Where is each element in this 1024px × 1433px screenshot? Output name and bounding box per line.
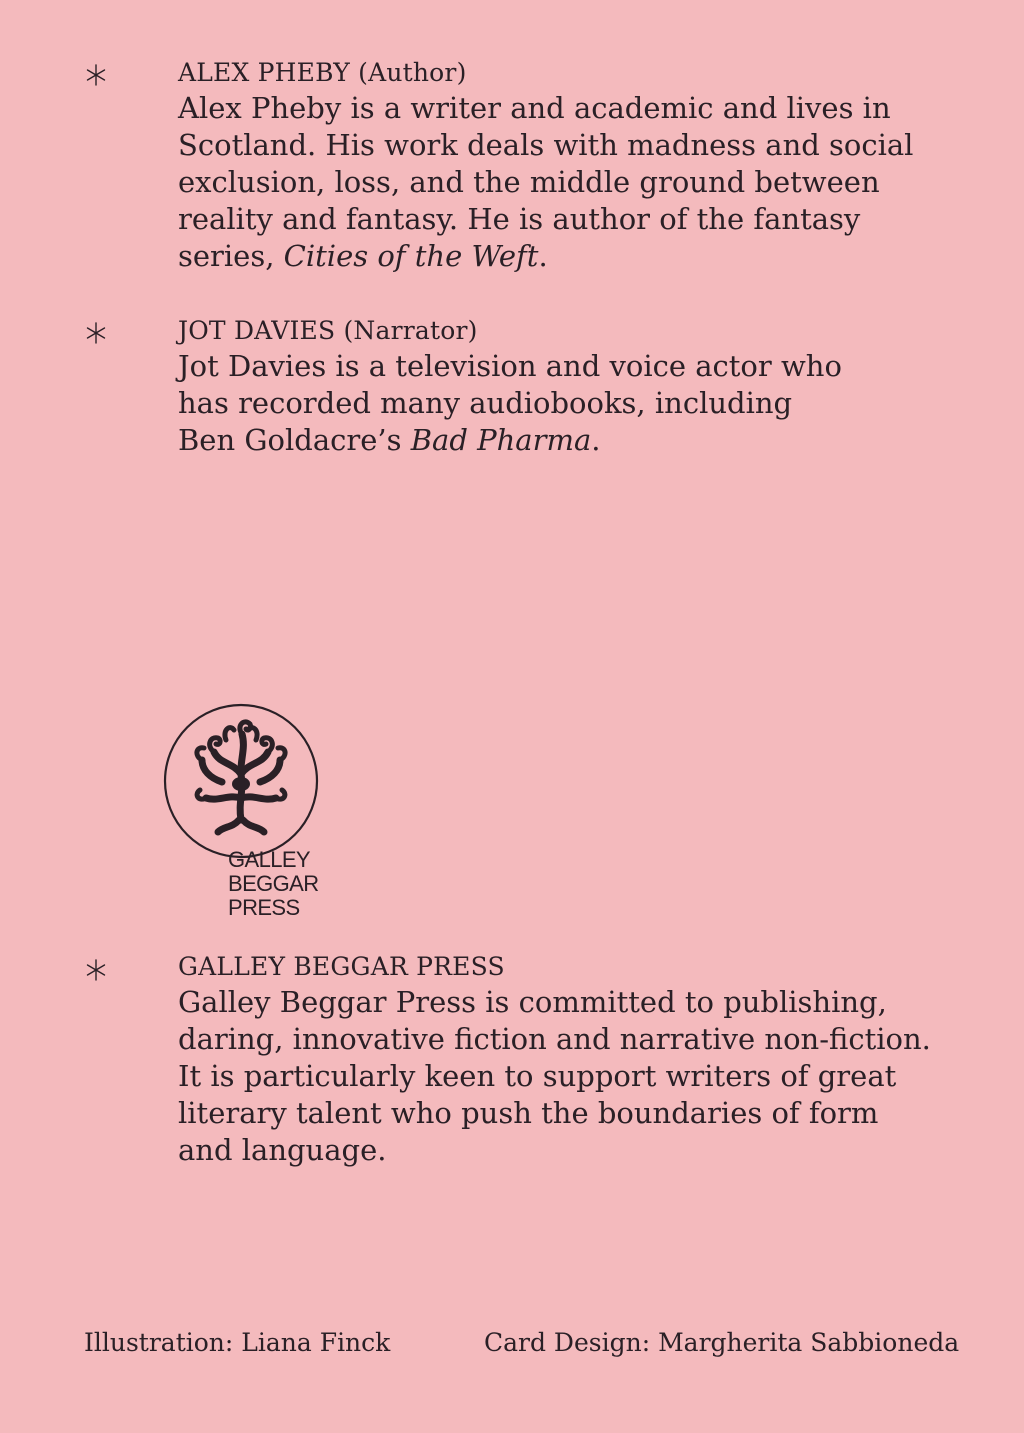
author-entry-text [178, 56, 914, 275]
card-design-credit: Card Design: Margherita Sabbioneda [484, 1328, 960, 1357]
asterisk-icon [84, 958, 108, 982]
author-role: (Author) [358, 58, 467, 87]
author-bio-line: exclusion, loss, and the middle ground between [178, 165, 880, 199]
author-bio-line: reality and fantasy. He is author of the fantasy [178, 202, 861, 236]
narrator-bio [178, 348, 898, 459]
publisher-description-line: literary talent who push the boundaries of form [178, 1096, 879, 1130]
author-bio-line: Alex Pheby is a writer and academic and lives in [178, 91, 891, 125]
author-series-title: Cities of the Weft [283, 239, 539, 273]
narrator-bio-line: Jot Davies is a television and voice actor who [178, 349, 842, 383]
illustration-credit: Illustration: Liana Finck [84, 1328, 391, 1357]
narrator-bio-line: has recorded many audiobooks, including [178, 386, 793, 420]
logo-wordmark [228, 848, 319, 920]
author-name: ALEX PHEBY [178, 58, 350, 87]
narrator-role: (Narrator) [343, 316, 478, 345]
publisher-heading [178, 950, 898, 984]
publisher-name: GALLEY BEGGAR PRESS [178, 952, 505, 981]
logo-wordmark-line: GALLEY [228, 847, 311, 872]
author-heading [178, 56, 898, 90]
logo-wordmark-line: BEGGAR [228, 871, 319, 896]
narrator-name: JOT DAVIES [178, 316, 336, 345]
logo-wordmark-line: PRESS [228, 895, 300, 920]
credits-footer [0, 1326, 1024, 1366]
narrator-entry-text [178, 314, 898, 459]
publisher-description-line: Galley Beggar Press is committed to publishing, [178, 985, 887, 1019]
narrator-bio-prefix: Ben Goldacre’s [178, 423, 411, 457]
publisher-entry-text [178, 950, 931, 1169]
publisher-description-line: daring, innovative fiction and narrative non-fiction. [178, 1022, 931, 1056]
narrator-bio-suffix: . [591, 423, 601, 457]
asterisk-icon [84, 63, 108, 87]
narrator-heading [178, 314, 898, 348]
asterisk-icon [84, 321, 108, 345]
publisher-description-line: and language. [178, 1133, 387, 1167]
publisher-logo [162, 702, 334, 922]
author-bio-prefix: series, [178, 239, 284, 273]
author-bio [178, 90, 914, 275]
author-bio-suffix: . [538, 239, 548, 273]
tree-figure-icon [162, 702, 320, 860]
author-bio-last-line [178, 238, 898, 275]
author-bio-line: Scotland. His work deals with madness and social [178, 128, 914, 162]
publisher-description-line: It is particularly keen to support writers of great [178, 1059, 897, 1093]
publisher-description [178, 984, 931, 1169]
narrator-book-title: Bad Pharma [410, 423, 592, 457]
narrator-bio-last-line [178, 422, 898, 459]
